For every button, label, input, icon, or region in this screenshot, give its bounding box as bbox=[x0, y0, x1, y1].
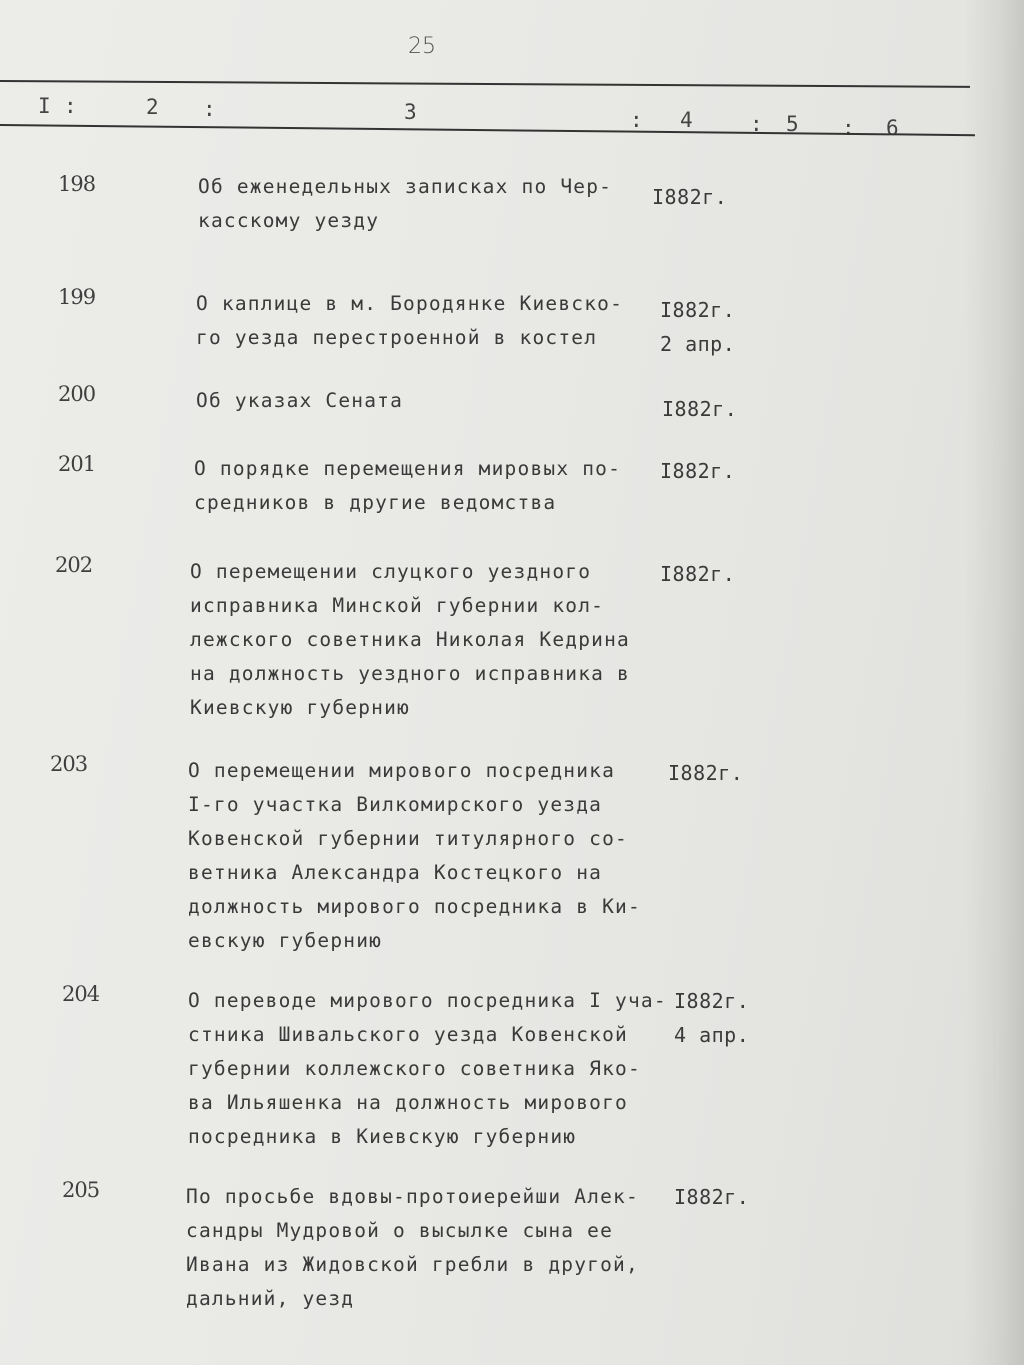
entry-title-line: сандры Мудровой о высылке сына ее bbox=[186, 1219, 614, 1242]
entry-date-line: 2 апр. bbox=[660, 332, 736, 356]
column-separator: : bbox=[203, 97, 216, 121]
entry-title-line: Киевскую губернию bbox=[190, 696, 410, 719]
entry-number: 198 bbox=[58, 172, 96, 196]
entry-title-line: го уезда перестроенной в костел bbox=[196, 326, 598, 349]
entry-title-line: средников в другие ведомства bbox=[194, 491, 557, 514]
entry-title-line: исправника Минской губернии кол- bbox=[190, 594, 605, 617]
entry-date-line: I882г. bbox=[660, 298, 736, 322]
entry-title-line: По просьбе вдовы-протоиерейши Алек- bbox=[186, 1185, 639, 1208]
page-number: 25 bbox=[408, 34, 436, 59]
entry-date-line: I882г. bbox=[674, 989, 750, 1013]
entry-title-line: О порядке перемещения мировых по- bbox=[194, 457, 622, 480]
entry-date-line: I882г. bbox=[668, 761, 744, 785]
column-separator: : bbox=[842, 116, 855, 140]
entry-number: 201 bbox=[58, 452, 96, 476]
entry-date bbox=[674, 1180, 749, 1214]
entry-title bbox=[188, 984, 667, 1154]
header-rule-bottom bbox=[0, 124, 975, 136]
column-header-3: 3 bbox=[404, 100, 417, 124]
entry-title bbox=[190, 555, 630, 725]
column-header-4: 4 bbox=[680, 108, 693, 132]
entry-title bbox=[196, 384, 403, 418]
entry-date-line: I882г. bbox=[674, 1185, 750, 1209]
entry-title bbox=[194, 452, 621, 520]
entry-date-line: I882г. bbox=[652, 185, 728, 209]
entry-title-line: дальний, уезд bbox=[186, 1287, 355, 1310]
entry-title-line: евскую губернию bbox=[188, 929, 383, 952]
entry-title bbox=[186, 1180, 639, 1316]
entry-number: 200 bbox=[58, 382, 96, 406]
entry-date bbox=[660, 557, 735, 591]
entry-title-line: губернии коллежского советника Яко- bbox=[188, 1057, 641, 1080]
entry-title-line: О переводе мирового посредника I уча- bbox=[188, 989, 667, 1012]
entry-date bbox=[662, 392, 737, 426]
column-header-1: I bbox=[38, 94, 51, 118]
column-header-2: 2 bbox=[146, 95, 159, 119]
entry-title-line: лежского советника Николая Кедрина bbox=[190, 628, 630, 651]
header-rule-top bbox=[0, 80, 970, 88]
entry-number: 204 bbox=[62, 982, 100, 1006]
entry-date bbox=[674, 984, 749, 1052]
entry-title bbox=[196, 287, 623, 355]
entry-title-line: стника Шивальского уезда Ковенской bbox=[188, 1023, 628, 1046]
entry-date-line: I882г. bbox=[660, 459, 736, 483]
entry-number: 202 bbox=[55, 553, 93, 577]
column-separator: : bbox=[630, 108, 643, 132]
column-separator: : bbox=[750, 112, 763, 136]
column-separator: : bbox=[64, 94, 77, 118]
entry-number: 199 bbox=[58, 285, 96, 309]
entry-date-line: I882г. bbox=[662, 397, 738, 421]
entry-title-line: на должность уездного исправника в bbox=[190, 662, 630, 685]
page-edge-shadow bbox=[964, 0, 1024, 1365]
entry-title-line: посредника в Киевскую губернию bbox=[188, 1125, 577, 1148]
entry-title-line: О перемещении слуцкого уездного bbox=[190, 560, 592, 583]
entry-title-line: Ивана из Жидовской гребли в другой, bbox=[186, 1253, 639, 1276]
entry-title-line: ветника Александра Костецкого на bbox=[188, 861, 603, 884]
entry-title-line: Об еженедельных записках по Чер- bbox=[198, 175, 613, 198]
entry-date bbox=[668, 756, 743, 790]
entry-title-line: I-го участка Вилкомирского уезда bbox=[188, 793, 603, 816]
column-header-6: 6 bbox=[886, 116, 899, 140]
entry-title-line: должность мирового посредника в Ки- bbox=[188, 895, 641, 918]
entry-date bbox=[652, 180, 727, 214]
entry-title-line: Ковенской губернии титулярного со- bbox=[188, 827, 628, 850]
entry-date-line: 4 апр. bbox=[674, 1023, 750, 1047]
entry-date-line: I882г. bbox=[660, 562, 736, 586]
entry-title-line: Об указах Сената bbox=[196, 389, 404, 412]
entry-title-line: касскому уезду bbox=[198, 209, 380, 232]
entry-date bbox=[660, 454, 735, 488]
entry-title-line: О каплице в м. Бородянке Киевско- bbox=[196, 292, 624, 315]
entry-title bbox=[188, 754, 641, 958]
entry-title-line: О перемещении мирового посредника bbox=[188, 759, 616, 782]
column-header-5: 5 bbox=[786, 112, 799, 136]
entry-title-line: ва Ильяшенка на должность мирового bbox=[188, 1091, 628, 1114]
entry-date bbox=[660, 293, 735, 361]
entry-number: 205 bbox=[62, 1178, 100, 1202]
entry-number: 203 bbox=[50, 752, 88, 776]
entry-title bbox=[198, 170, 612, 238]
